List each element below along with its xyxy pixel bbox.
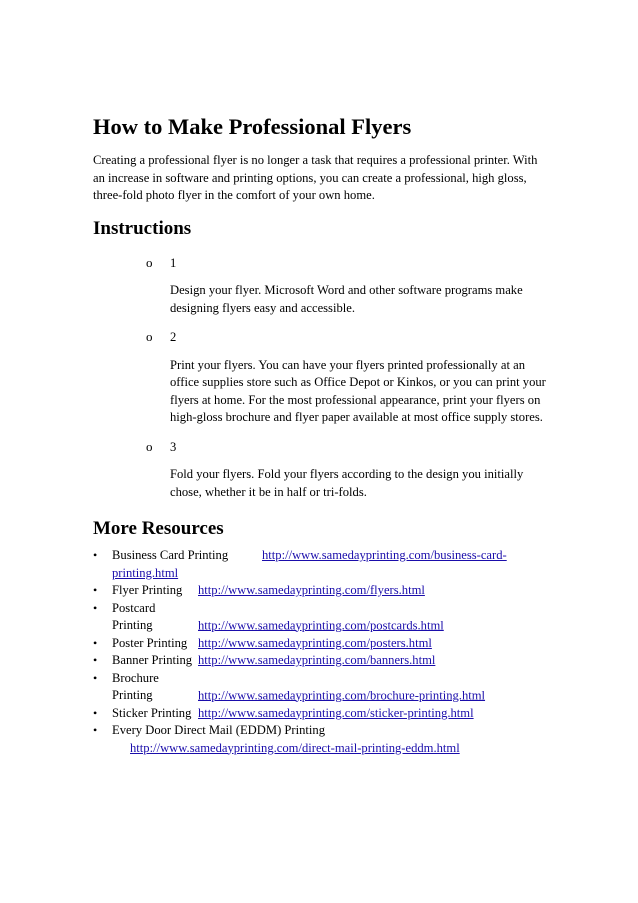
resource-item-brochure bbox=[93, 670, 553, 705]
circle-bullet-icon: o bbox=[146, 329, 153, 344]
resources-heading: More Resources bbox=[93, 518, 224, 539]
resource-name: Banner Printing bbox=[112, 653, 193, 667]
bullet-icon: • bbox=[93, 635, 98, 650]
document-page bbox=[93, 112, 553, 757]
resource-name: Business Card Printing bbox=[112, 548, 229, 562]
resource-link[interactable]: http://www.samedayprinting.com/brochure-printing.html bbox=[198, 688, 486, 702]
resource-name: Every Door Direct Mail (EDDM) Printing bbox=[112, 723, 325, 737]
step-item bbox=[93, 329, 553, 427]
resource-name: Sticker Printing bbox=[112, 705, 192, 720]
resources-list bbox=[93, 547, 553, 757]
instructions-list bbox=[93, 255, 553, 502]
step-item bbox=[93, 439, 553, 502]
bullet-icon: • bbox=[93, 653, 98, 667]
resource-link[interactable]: http://www.samedayprinting.com/flyers.html bbox=[198, 583, 425, 597]
step-number: 2 bbox=[170, 330, 177, 344]
page-title: How to Make Professional Flyers bbox=[93, 114, 412, 139]
resource-name: Poster Printing bbox=[112, 635, 188, 650]
step-text: Print your flyers. You can have your flyers printed professionally at an office supplies store such as Office Depot or Kinkos, or you can print your flyers at home. For the most professional appearance, print your flyers on high-gloss brochure and flyer paper available at most office supply stores. bbox=[170, 357, 546, 424]
bullet-icon: • bbox=[93, 723, 98, 737]
bullet-icon: • bbox=[93, 670, 98, 685]
resource-link-continued[interactable]: printing.html bbox=[112, 565, 179, 580]
bullet-icon: • bbox=[93, 548, 98, 562]
step-number: 1 bbox=[170, 255, 177, 270]
bullet-icon: • bbox=[93, 600, 98, 615]
resource-name: Postcard Printing bbox=[112, 600, 156, 632]
instructions-heading: Instructions bbox=[93, 217, 192, 239]
step-text: Design your flyer. Microsoft Word and other software programs make designing flyers easy and accessible. bbox=[170, 283, 523, 315]
step-item bbox=[93, 255, 553, 318]
circle-bullet-icon: o bbox=[146, 438, 153, 454]
resource-item-poster bbox=[93, 635, 553, 653]
intro-paragraph: Creating a professional flyer is no longer a task that requires a professional printer. With an increase in software and printing options, you can create a professional, high gloss, three-fold photo flyer in the comfort of your own home. bbox=[93, 153, 538, 202]
circle-bullet-icon: o bbox=[146, 254, 153, 270]
resource-item-eddm bbox=[93, 722, 553, 757]
resource-link[interactable]: http://www.samedayprinting.com/direct-mail-printing-eddm.html bbox=[130, 740, 460, 755]
bullet-icon: • bbox=[93, 705, 98, 720]
bullet-icon: • bbox=[93, 583, 98, 597]
resource-link[interactable]: http://www.samedayprinting.com/business-card- bbox=[262, 548, 507, 562]
step-text: Fold your flyers. Fold your flyers according to the design you initially chose, whether it be in half or tri-folds. bbox=[170, 467, 524, 499]
resource-item-business-card bbox=[93, 547, 553, 582]
resource-name: Flyer Printing bbox=[112, 583, 183, 597]
resource-link[interactable]: http://www.samedayprinting.com/banners.html bbox=[198, 653, 436, 667]
resource-item-postcard bbox=[93, 600, 553, 635]
resource-link[interactable]: http://www.samedayprinting.com/sticker-printing.html bbox=[198, 705, 474, 720]
resource-item-banner bbox=[93, 652, 553, 670]
resource-item-flyer bbox=[93, 582, 553, 600]
resource-name: Brochure Printing bbox=[112, 670, 159, 702]
resource-item-sticker bbox=[93, 705, 553, 723]
step-number: 3 bbox=[170, 439, 177, 454]
resource-link[interactable]: http://www.samedayprinting.com/postcards.html bbox=[198, 618, 444, 632]
resource-link[interactable]: http://www.samedayprinting.com/posters.html bbox=[198, 635, 432, 650]
